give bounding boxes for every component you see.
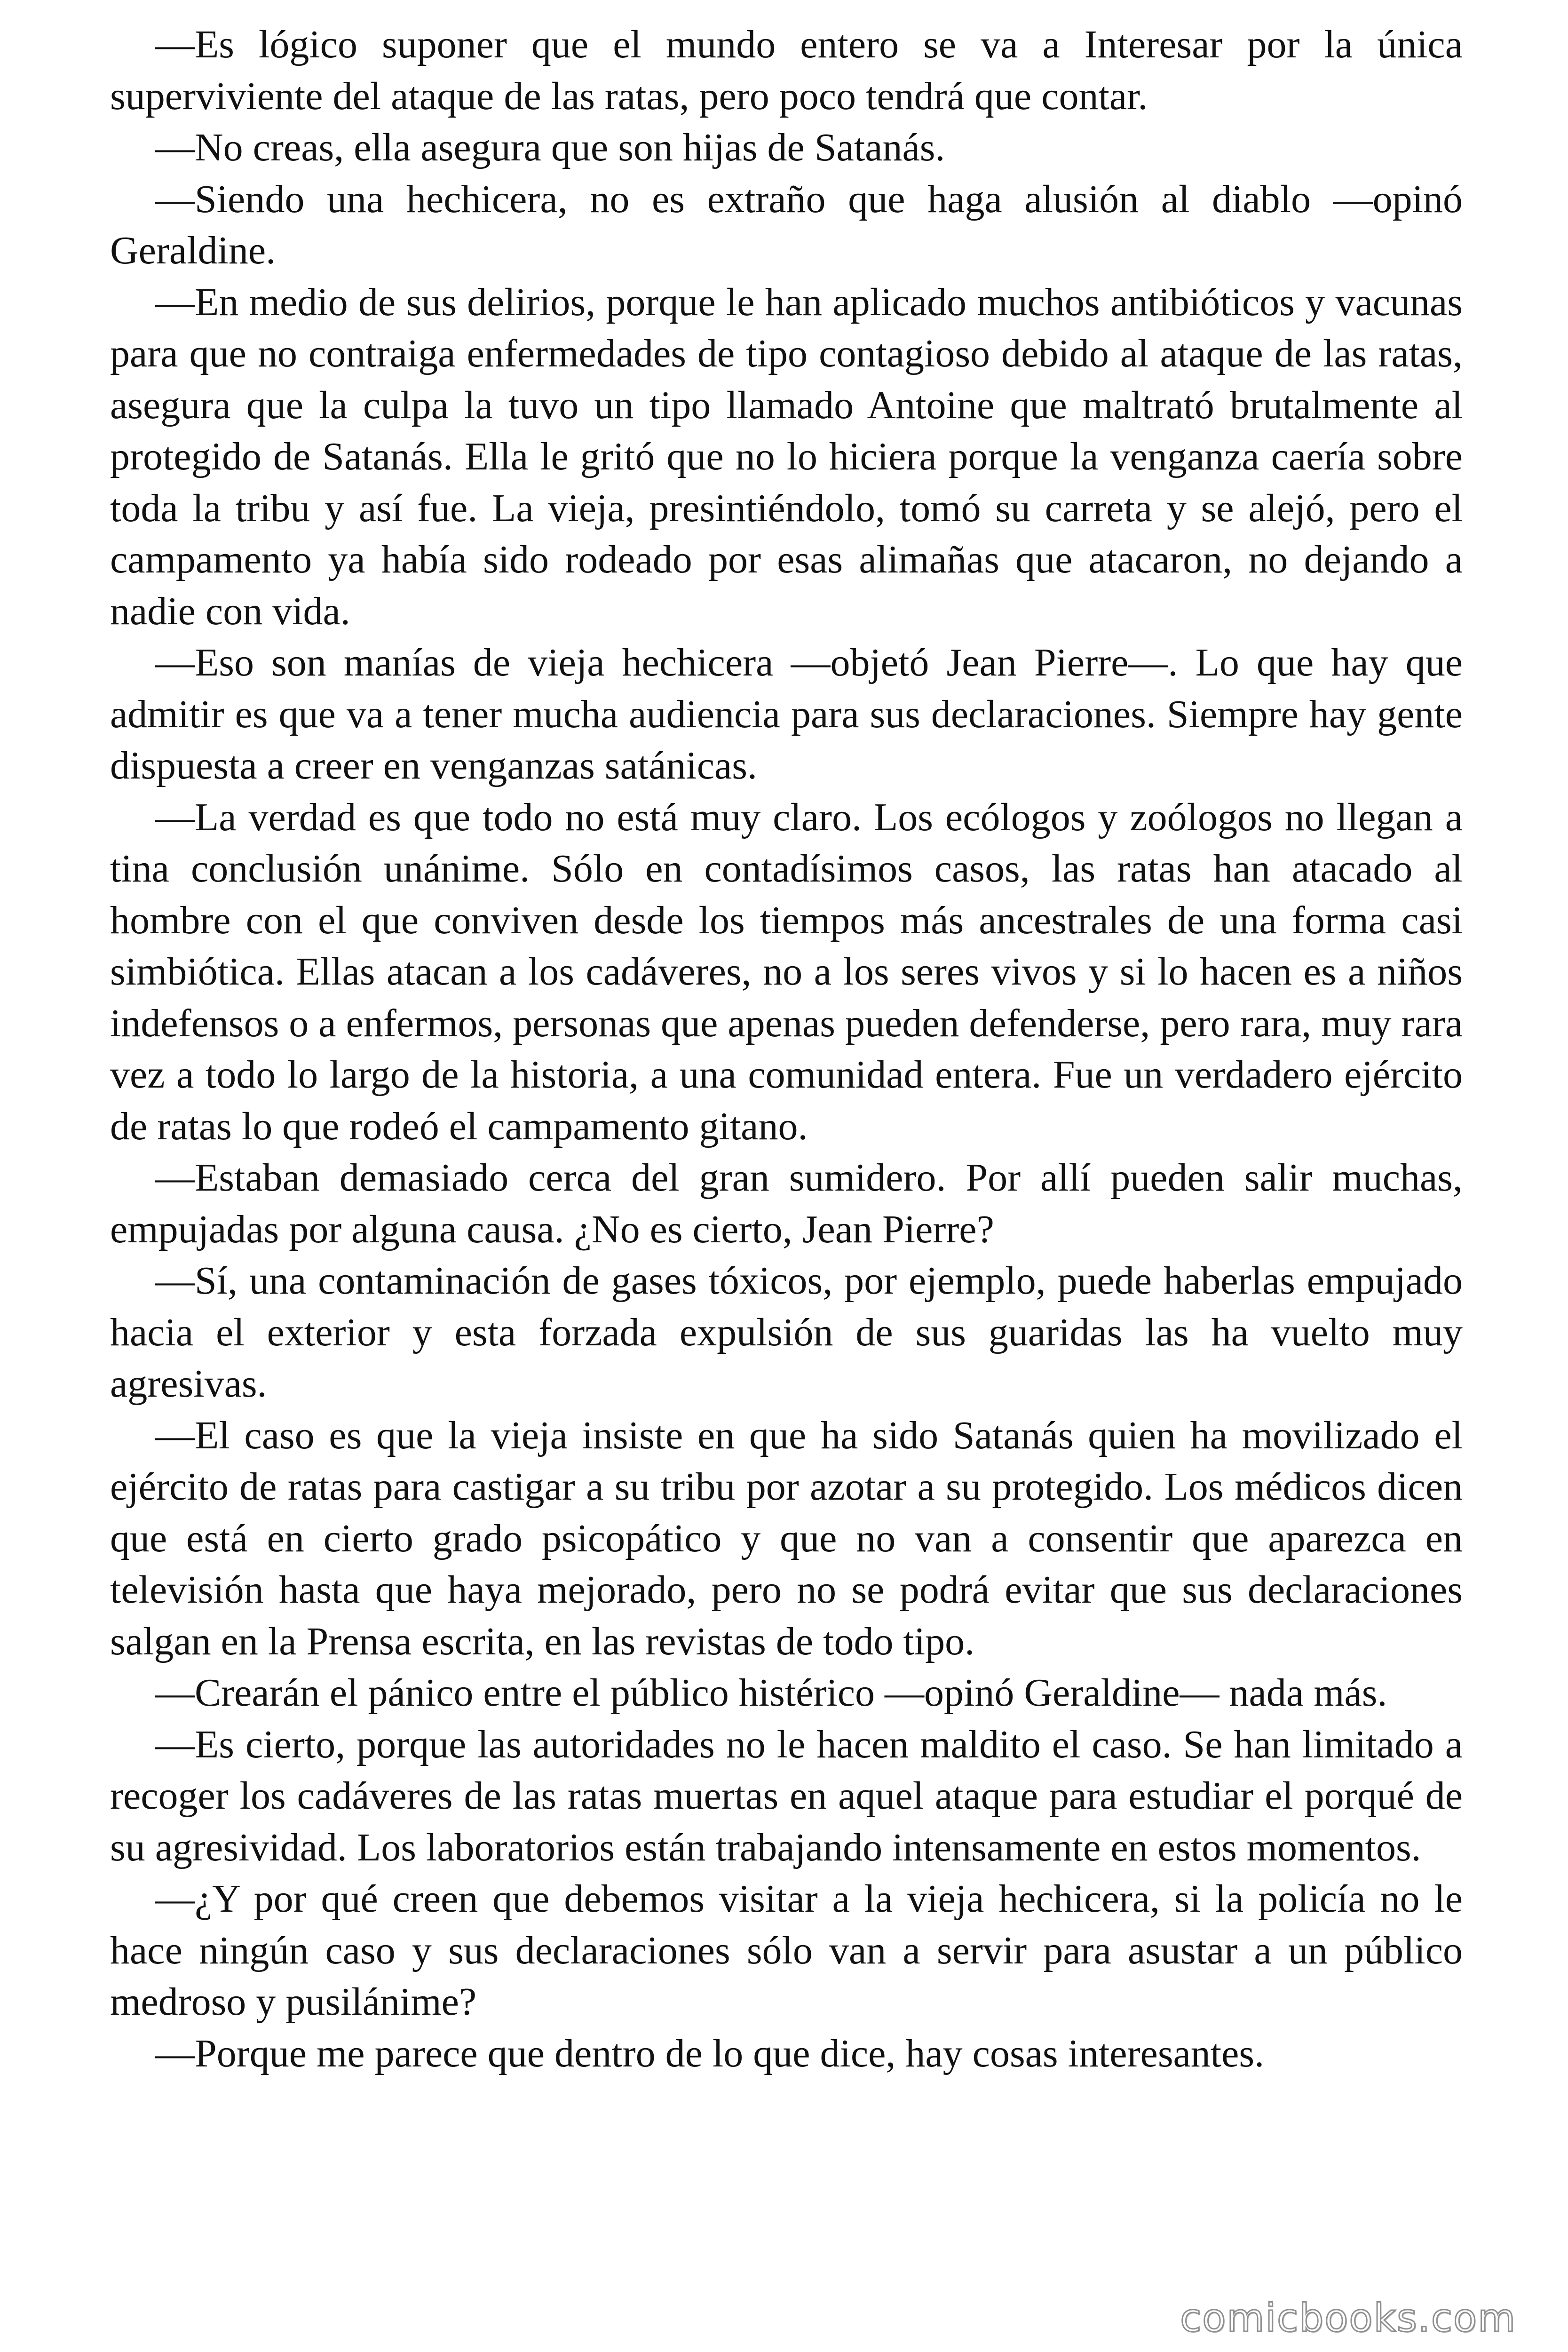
paragraph: —El caso es que la vieja insiste en que ha sido Satanás quien ha movilizado el ejército de ratas para castigar a su tribu por azotar a su protegido. Los médicos dicen que está en cierto grado psicopático y que no van a consentir que aparezca en televisión hasta que haya mejorado, pero no se podrá evitar que sus declaraciones salgan en la Prensa escrita, en las revistas de todo tipo. bbox=[110, 1413, 1463, 1663]
watermark: comicbooks.com bbox=[1180, 2296, 1516, 2341]
document-page bbox=[110, 19, 1463, 2079]
paragraph: —Es lógico suponer que el mundo entero se va a Interesar por la única superviviente del ataque de las ratas, pero poco tendrá que contar. bbox=[110, 23, 1463, 118]
paragraph: —Crearán el pánico entre el público histérico —opinó Geraldine— nada más. bbox=[155, 1671, 1387, 1715]
paragraph: —En medio de sus delirios, porque le han aplicado muchos antibióticos y vacunas para que no contraiga enfermedades de tipo contagioso debido al ataque de las ratas, asegura que la culpa la tuvo un tipo llamado Antoine que maltrató brutalmente al protegido de Satanás. Ella le gritó que no lo hiciera porque la venganza caería sobre toda la tribu y así fue. La vieja, presintiéndolo, tomó su carreta y se alejó, pero el campamento ya había sido rodeado por esas alimañas que atacaron, no dejando a nadie con vida. bbox=[110, 280, 1463, 633]
paragraph: —¿Y por qué creen que debemos visitar a la vieja hechicera, si la policía no le hace ningún caso y sus declaraciones sólo van a servir para asustar a un público medroso y pusilánime? bbox=[110, 1877, 1463, 2024]
paragraph: —Estaban demasiado cerca del gran sumidero. Por allí pueden salir muchas, empujadas por alguna causa. ¿No es cierto, Jean Pierre? bbox=[110, 1156, 1463, 1251]
paragraph: —La verdad es que todo no está muy claro. Los ecólogos y zoólogos no llegan a tina conclusión unánime. Sólo en contadísimos casos, las ratas han atacado al hombre con el que conviven desde los tiempos más ancestrales de una forma casi simbiótica. Ellas atacan a los cadáveres, no a los seres vivos y si lo hacen es a niños indefensos o a enfermos, personas que apenas pueden defenderse, pero rara, muy rara vez a todo lo largo de la historia, a una comunidad entera. Fue un verdadero ejército de ratas lo que rodeó el campamento gitano. bbox=[110, 795, 1463, 1148]
paragraph: —Eso son manías de vieja hechicera —objetó Jean Pierre—. Lo que hay que admitir es que va a tener mucha audiencia para sus declaraciones. Siempre hay gente dispuesta a creer en venganzas satánicas. bbox=[110, 641, 1463, 787]
paragraph: —Es cierto, porque las autoridades no le hacen maldito el caso. Se han limitado a recoger los cadáveres de las ratas muertas en aquel ataque para estudiar el porqué de su agresividad. Los laboratorios están trabajando intensamente en estos momentos. bbox=[110, 1722, 1463, 1869]
paragraph: —Sí, una contaminación de gases tóxicos, por ejemplo, puede haberlas empujado hacia el exterior y esta forzada expulsión de sus guaridas las ha vuelto muy agresivas. bbox=[110, 1259, 1463, 1406]
paragraph: —No creas, ella asegura que son hijas de Satanás. bbox=[155, 126, 945, 169]
paragraph: —Siendo una hechicera, no es extraño que haga alusión al diablo —opinó Geraldine. bbox=[110, 177, 1463, 272]
paragraph: —Porque me parece que dentro de lo que dice, hay cosas interesantes. bbox=[155, 2031, 1265, 2075]
